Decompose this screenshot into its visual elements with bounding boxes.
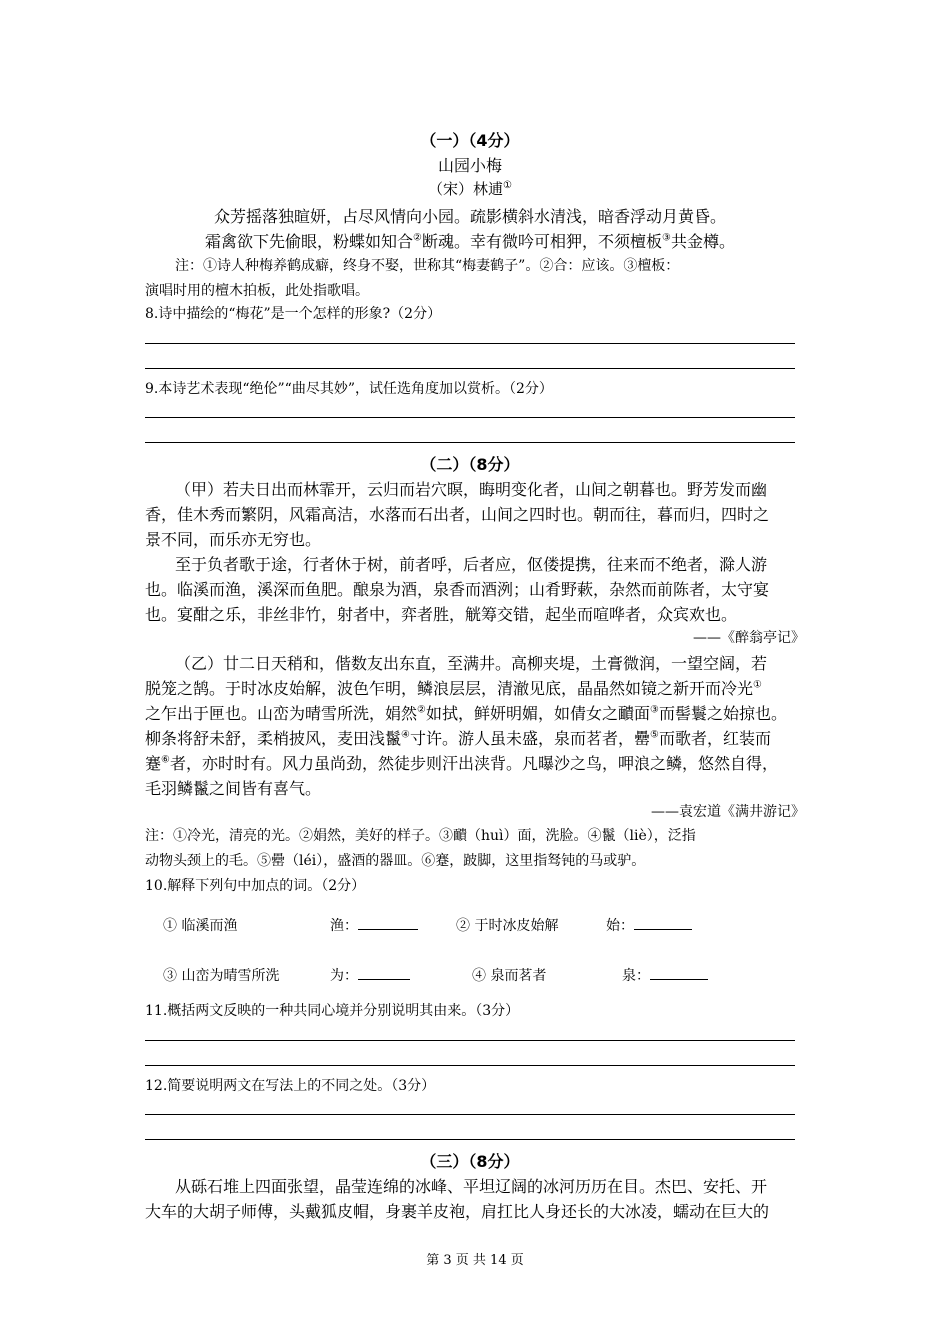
footnote-ref: ② xyxy=(413,232,422,244)
passage-yi-source: ——袁宏道《满井游记》 xyxy=(651,804,805,820)
passage-yi-text: 柳条将舒未舒，柔梢披风，麦田浅鬣 xyxy=(145,729,402,748)
q10-sentence: ② 于时冰皮始解 xyxy=(456,918,559,934)
q10-answer xyxy=(622,965,708,985)
fill-blank[interactable] xyxy=(650,965,708,980)
passage-yi-text: 之乍出于匣也。山峦为晴雪所洗，娟然 xyxy=(145,704,418,723)
q10-answer xyxy=(330,965,410,985)
answer-line[interactable] xyxy=(145,417,795,418)
q10-word: 为： xyxy=(330,968,358,984)
page-footer: 第 3 页 共 14 页 xyxy=(426,1253,524,1268)
passage-yi-text: 者，亦时时有。风力虽尚劲，然徒步则汗出浃背。凡曝沙之鸟，呷浪之鳞，悠然自得， xyxy=(169,754,778,773)
section2-heading: （二）（8分） xyxy=(420,455,520,474)
q10-sentence: ④ 泉而茗者 xyxy=(472,968,547,984)
passage-yi-line xyxy=(145,701,787,724)
passage-jia-line: 香，佳木秀而繁阴，风霜高洁，水落而石出者，山间之四时也。朝而往，暮而归，四时之 xyxy=(145,505,770,524)
passage-3-line: 从砾石堆上四面张望，晶莹连绵的冰峰、平坦辽阔的冰河历历在目。杰巴、安托、开 xyxy=(175,1177,768,1196)
passage-jia-line: 也。临溪而渔，溪深而鱼肥。酿泉为酒，泉香而酒洌；山肴野蔌，杂然而前陈者，太守宴 xyxy=(145,580,770,599)
passage-note-line-2: 动物头颈上的毛。⑤罍（léi），盛酒的器皿。⑥蹇，跛脚，这里指驽钝的马或驴。 xyxy=(145,853,646,869)
passage-3-line: 大车的大胡子师傅，头戴狐皮帽，身裹羊皮袍，肩扛比人身还长的大冰凌，蠕动在巨大的 xyxy=(145,1202,770,1221)
passage-yi-line: 毛羽鳞鬣之间皆有喜气。 xyxy=(145,779,322,798)
poem-note-line-2: 演唱时用的檀木拍板，此处指歌唱。 xyxy=(145,283,369,299)
passage-yi-line xyxy=(145,726,771,749)
passage-yi-text: 脱笼之鹄。于时冰皮始解，波色乍明，鳞浪层层，清澈见底，晶晶然如镜之新开而冷光 xyxy=(145,679,754,698)
answer-line[interactable] xyxy=(145,1114,795,1115)
footnote-ref: ② xyxy=(417,704,426,716)
poem-title: 山园小梅 xyxy=(437,156,502,175)
passage-yi-text: 而歌者，红装而 xyxy=(658,729,771,748)
answer-line[interactable] xyxy=(145,368,795,369)
q10-word: 泉： xyxy=(622,968,650,984)
q10-word: 渔： xyxy=(330,918,358,934)
passage-yi-text: 如拭，鲜妍明媚，如倩女之靧面 xyxy=(425,704,650,723)
poem-line-2-part-c: 共金樽。 xyxy=(670,232,735,251)
poem-line-1: 众芳摇落独暄妍，占尽风情向小园。疏影横斜水清浅，暗香浮动月黄昏。 xyxy=(213,207,726,226)
footnote-ref: ⑥ xyxy=(161,754,170,766)
poem-note-line-1: 注：①诗人种梅养鹤成癖，终身不娶，世称其“梅妻鹤子”。②合：应该。③檀板： xyxy=(175,258,680,274)
footnote-ref: ① xyxy=(753,679,762,691)
question-10: 10.解释下列句中加点的词。（2分） xyxy=(145,878,366,894)
passage-jia-line: 景不同，而乐亦无穷也。 xyxy=(145,530,322,549)
section1-heading: （一）（4分） xyxy=(420,131,520,150)
passage-jia-line: 也。宴酣之乐，非丝非竹，射者中，弈者胜，觥筹交错，起坐而喧哗者，众宾欢也。 xyxy=(145,605,738,624)
section3-heading: （三）（8分） xyxy=(420,1152,520,1171)
fill-blank[interactable] xyxy=(358,915,418,930)
question-11: 11.概括两文反映的一种共同心境并分别说明其由来。（3分） xyxy=(145,1003,520,1019)
passage-yi-text: 蹇 xyxy=(145,754,162,773)
answer-line[interactable] xyxy=(145,1065,795,1066)
q10-answer xyxy=(330,915,418,935)
passage-jia-line: （甲）若夫日出而林霏开，云归而岩穴暝，晦明变化者，山间之朝暮也。野芳发而幽 xyxy=(175,480,768,499)
answer-line[interactable] xyxy=(145,442,795,443)
poem-line-2-part-a: 霜禽欲下先偷眼，粉蝶如知合 xyxy=(205,232,414,251)
footnote-ref: ⑤ xyxy=(650,729,659,741)
fill-blank[interactable] xyxy=(634,915,692,930)
passage-note-line-1: 注：①冷光，清亮的光。②娟然，美好的样子。③靧（huì）面，洗脸。④鬣（liè），泛指 xyxy=(145,828,696,844)
passage-yi-line xyxy=(145,676,762,699)
poem-author-text: （宋）林逋 xyxy=(428,180,504,198)
passage-yi-text: 而髻鬟之始掠也。 xyxy=(658,704,787,723)
passage-yi-text: 寸许。游人虽未盛，泉而茗者，罍 xyxy=(409,729,650,748)
q10-sentence: ① 临溪而渔 xyxy=(163,918,238,934)
fill-blank[interactable] xyxy=(358,965,410,980)
question-9: 9.本诗艺术表现“绝伦”“曲尽其妙”，试任选角度加以赏析。（2分） xyxy=(145,381,553,397)
poem-line-2 xyxy=(145,229,795,252)
answer-line[interactable] xyxy=(145,1040,795,1041)
poem-line-2-part-b: 断魂。幸有微吟可相狎，不须檀板 xyxy=(421,232,662,251)
footnote-ref: ③ xyxy=(662,232,671,244)
answer-line[interactable] xyxy=(145,1139,795,1140)
footnote-ref: ④ xyxy=(401,729,410,741)
footnote-ref: ③ xyxy=(650,704,659,716)
passage-yi-line xyxy=(145,751,778,774)
q10-word: 始： xyxy=(606,918,634,934)
question-8: 8.诗中描绘的“梅花”是一个怎样的形象?（2分） xyxy=(145,306,442,322)
q10-sentence: ③ 山峦为晴雪所洗 xyxy=(163,968,280,984)
passage-jia-line: 至于负者歌于途，行者休于树，前者呼，后者应，伛偻提携，往来而不绝者，滁人游 xyxy=(175,555,768,574)
passage-jia-source: ——《醉翁亭记》 xyxy=(693,630,805,646)
q10-answer xyxy=(606,915,692,935)
author-footnote-ref: ① xyxy=(503,180,512,191)
poem-author xyxy=(145,178,795,199)
passage-yi-line: （乙）廿二日天稍和，偕数友出东直，至满井。高柳夹堤，土膏微润，一望空阔，若 xyxy=(175,654,768,673)
question-12: 12.简要说明两文在写法上的不同之处。（3分） xyxy=(145,1078,436,1094)
answer-line[interactable] xyxy=(145,343,795,344)
